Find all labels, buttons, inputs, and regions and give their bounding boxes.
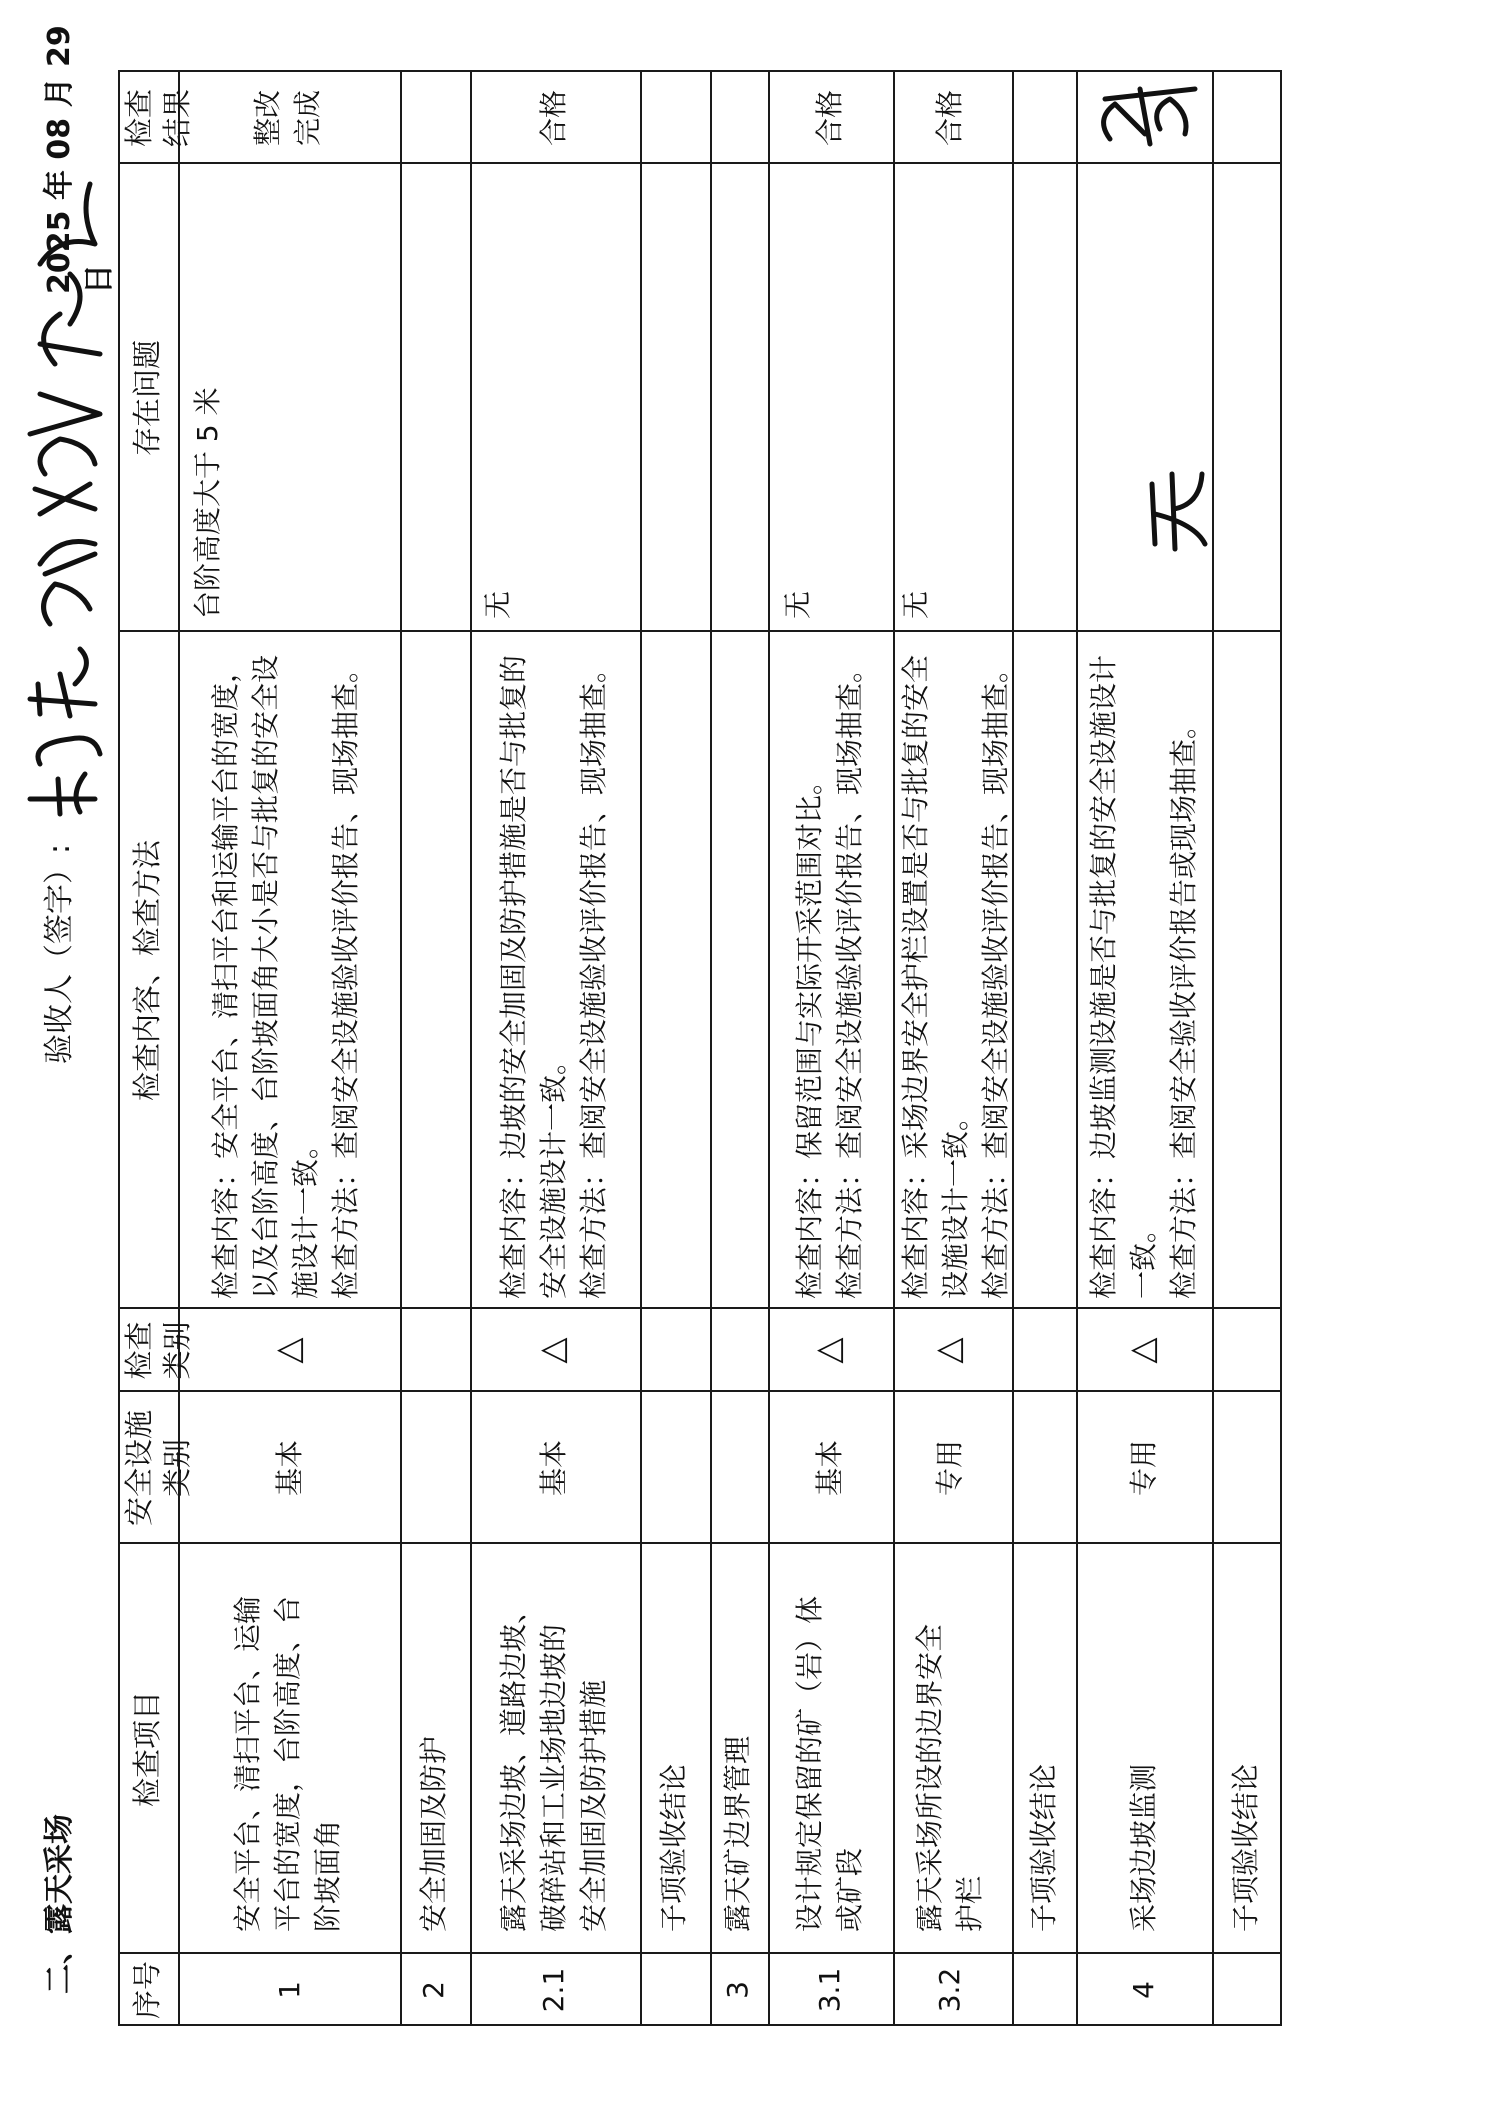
row-3-1-result: 合格 bbox=[813, 90, 846, 147]
col-header-item: 检查项目 bbox=[130, 1691, 164, 1808]
row-3-2-content: 检查内容：采场边界安全护栏设置是否与批复的安全 设施设计一致。 检查方法：查阅安全设施验收评价报告、现场抽查。 bbox=[899, 654, 1012, 1299]
row-4-result-handwriting bbox=[1090, 74, 1205, 159]
row-conclusion-3-item: 子项验收结论 bbox=[1229, 1763, 1262, 1932]
row-3-1-item: 设计规定保留的矿（岩）体 或矿段 bbox=[793, 1595, 866, 1932]
row-1-content: 检查内容：安全平台、清扫平台和运输平台的宽度， 以及台阶高度、台阶坡面角大小是否与批复的安全设 施设计一致。 检查方法：查阅安全设施验收评价报告、现场抽查。 bbox=[209, 654, 362, 1299]
inspector-label: 验收人（签字）: bbox=[42, 843, 77, 1064]
row-2-1-content: 检查内容：边坡的安全加固及防护措施是否与批复的 安全设施设计一致。 检查方法：查阅安全设施验收评价报告、现场抽查。 bbox=[497, 654, 610, 1299]
row-4-item: 采场边坡监测 bbox=[1127, 1763, 1160, 1932]
row-3-2-facility-type: 专用 bbox=[933, 1440, 966, 1497]
row-2-item: 安全加固及防护 bbox=[417, 1735, 450, 1932]
row-2-1-seq: 2.1 bbox=[537, 1967, 570, 2013]
col-header-problem: 存在问题 bbox=[130, 340, 164, 457]
col-header-check-type: 检查 类别 bbox=[122, 1321, 194, 1380]
row-conclusion-2-item: 子项验收结论 bbox=[1027, 1763, 1060, 1932]
section-title: 二、露天采场 bbox=[42, 1814, 77, 1994]
row-2-1-check-type: △ bbox=[532, 1337, 572, 1364]
col-header-content: 检查内容、检查方法 bbox=[130, 840, 164, 1102]
row-2-1-result: 合格 bbox=[537, 90, 570, 147]
col-header-result: 检查 结果 bbox=[122, 89, 194, 148]
inspector-signatures bbox=[0, 134, 110, 834]
row-2-seq: 2 bbox=[417, 1981, 450, 1999]
row-3-2-problem: 无 bbox=[899, 590, 932, 619]
row-1-problem: 台阶高度大于 5 米 bbox=[191, 387, 224, 619]
row-1-result: 整改 完成 bbox=[251, 90, 324, 147]
row-4-content: 检查内容：边坡监测设施是否与批复的安全设施设计 一致。 检查方法：查阅安全验收评价报告或现场抽查。 bbox=[1087, 654, 1200, 1299]
row-3-seq: 3 bbox=[721, 1981, 754, 1999]
row-3-2-result: 合格 bbox=[933, 90, 966, 147]
row-3-2-item: 露天采场所设的边界安全 护栏 bbox=[913, 1623, 986, 1932]
row-3-1-content: 检查内容：保留范围与实际开采范围对比。 检查方法：查阅安全设施验收评价报告、现场抽查。 bbox=[793, 654, 866, 1299]
row-4-seq: 4 bbox=[1127, 1981, 1160, 1999]
row-3-1-seq: 3.1 bbox=[813, 1967, 846, 2013]
row-2-1-problem: 无 bbox=[481, 590, 514, 619]
row-3-2-check-type: △ bbox=[928, 1337, 968, 1364]
row-2-1-facility-type: 基本 bbox=[537, 1440, 570, 1497]
row-1-facility-type: 基本 bbox=[273, 1440, 306, 1497]
row-2-1-item: 露天采场边坡、道路边坡、 破碎站和工业场地边坡的 安全加固及防护措施 bbox=[497, 1595, 610, 1932]
col-header-seq: 序号 bbox=[130, 1961, 164, 2020]
row-3-item: 露天矿边界管理 bbox=[721, 1735, 754, 1932]
row-4-facility-type: 专用 bbox=[1127, 1440, 1160, 1497]
col-header-facility-type: 安全设施 类别 bbox=[122, 1410, 194, 1527]
row-4-problem-handwriting bbox=[1140, 464, 1210, 554]
row-conclusion-1-item: 子项验收结论 bbox=[657, 1763, 690, 1932]
inspection-date: 2025 年 08 月 29 日 bbox=[42, 25, 117, 294]
row-3-1-problem: 无 bbox=[781, 590, 814, 619]
row-4-check-type: △ bbox=[1122, 1337, 1162, 1364]
row-3-1-check-type: △ bbox=[808, 1337, 848, 1364]
row-1-check-type: △ bbox=[268, 1337, 308, 1364]
row-1-seq: 1 bbox=[273, 1981, 306, 1999]
row-3-1-facility-type: 基本 bbox=[813, 1440, 846, 1497]
row-3-2-seq: 3.2 bbox=[933, 1967, 966, 2013]
row-1-item: 安全平台、清扫平台、运输 平台的宽度，台阶高度、台 阶坡面角 bbox=[231, 1595, 344, 1932]
